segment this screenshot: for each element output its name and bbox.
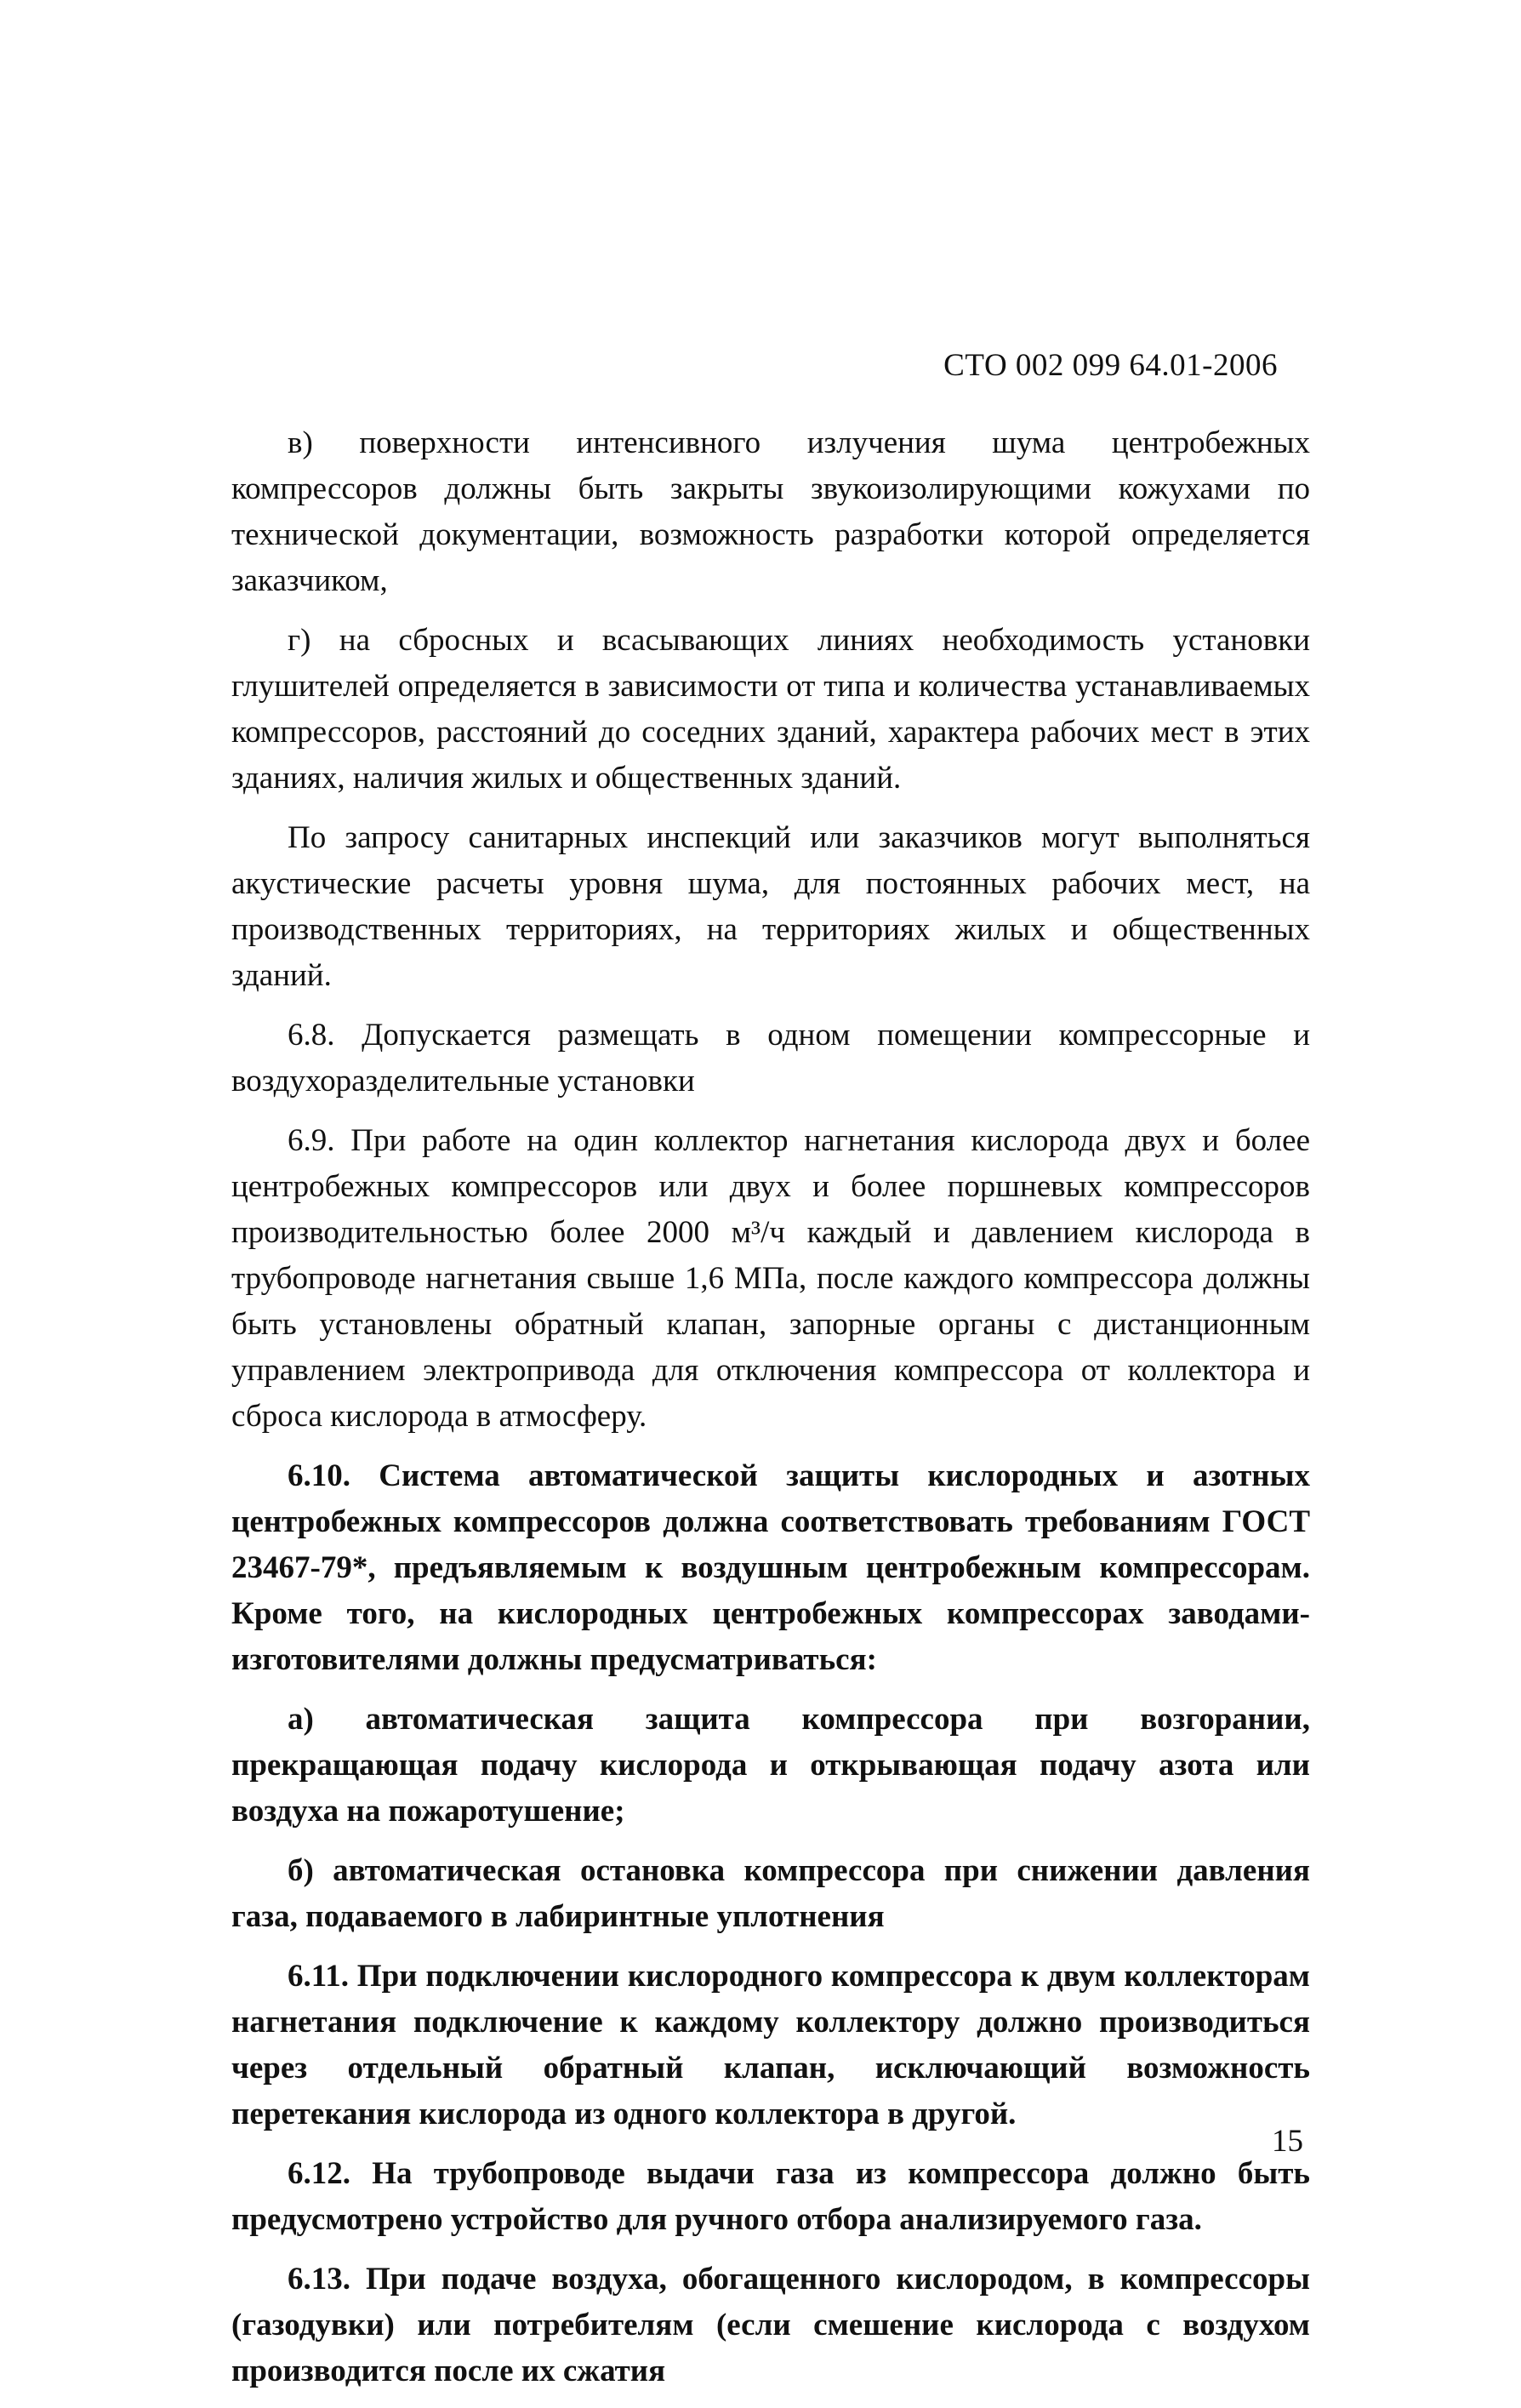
document-body [231, 420, 1310, 2408]
page-number: 15 [1272, 2124, 1303, 2159]
paragraph-6-12: 6.12. На трубопроводе выдачи газа из компрессора должно быть предусмотрено устройство для ручного отбора анализируемого газа. [231, 2156, 1310, 2237]
paragraph-6-11: 6.11. При подключении кислородного компрессора к двум коллекторам нагнетания подключение к каждому коллектору должно производиться через отдельный обратный клапан, исключающий возможность перетекания кислорода из одного коллектора в другой. [231, 1959, 1310, 2131]
document-code: СТО 002 099 64.01-2006 [943, 348, 1278, 383]
paragraph-6-10-b: б) автоматическая остановка компрессора при снижении давления газа, подаваемого в лабиринтные уплотнения [231, 1853, 1310, 1934]
paragraph-6-9: 6.9. При работе на один коллектор нагнетания кислорода двух и более центробежных компрессоров или двух и более поршневых компрессоров производительностью более 2000 м³/ч каждый и давлением кислорода в трубопроводе нагнетания свыше 1,6 МПа, после каждого компрессора должны быть установлены обратный клапан, запорные органы с дистанционным управлением электропривода для отключения компрессора от коллектора и сброса кислорода в атмосферу. [231, 1123, 1310, 1434]
paragraph-v: в) поверхности интенсивного излучения шума центробежных компрессоров должны быть закрыты звукоизолирующими кожухами по технической документации, возможность разработки которой определяется заказчиком, [231, 425, 1310, 598]
paragraph-acoustic-calc: По запросу санитарных инспекций или заказчиков могут выполняться акустические расчеты уровня шума, для постоянных рабочих мест, на производственных территориях, на территориях жилых и общественных зданий. [231, 820, 1310, 993]
paragraph-6-13: 6.13. При подаче воздуха, обогащенного кислородом, в компрессоры (газодувки) или потребителям (если смешение кислорода с воздухом производится после их сжатия [231, 2262, 1310, 2388]
paragraph-6-10: 6.10. Система автоматической защиты кислородных и азотных центробежных компрессоров должна соответствовать требованиям ГОСТ 23467-79*, предъявляемым к воздушным центробежным компрессорам. Кроме того, на кислородных центробежных компрессорах заводами- изготовителями должны предусматриваться: [231, 1458, 1310, 1677]
paragraph-g: г) на сбросных и всасывающих линиях необходимость установки глушителей определяется в зависимости от типа и количества устанавливаемых компрессоров, расстояний до соседних зданий, характера рабочих мест в этих зданиях, наличия жилых и общественных зданий. [231, 623, 1310, 796]
paragraph-6-8: 6.8. Допускается размещать в одном помещении компрессорные и воздухоразделительные установки [231, 1018, 1310, 1098]
paragraph-6-10-a: а) автоматическая защита компрессора при возгорании, прекращающая подачу кислорода и открывающая подачу азота или воздуха на пожаротушение; [231, 1702, 1310, 1829]
